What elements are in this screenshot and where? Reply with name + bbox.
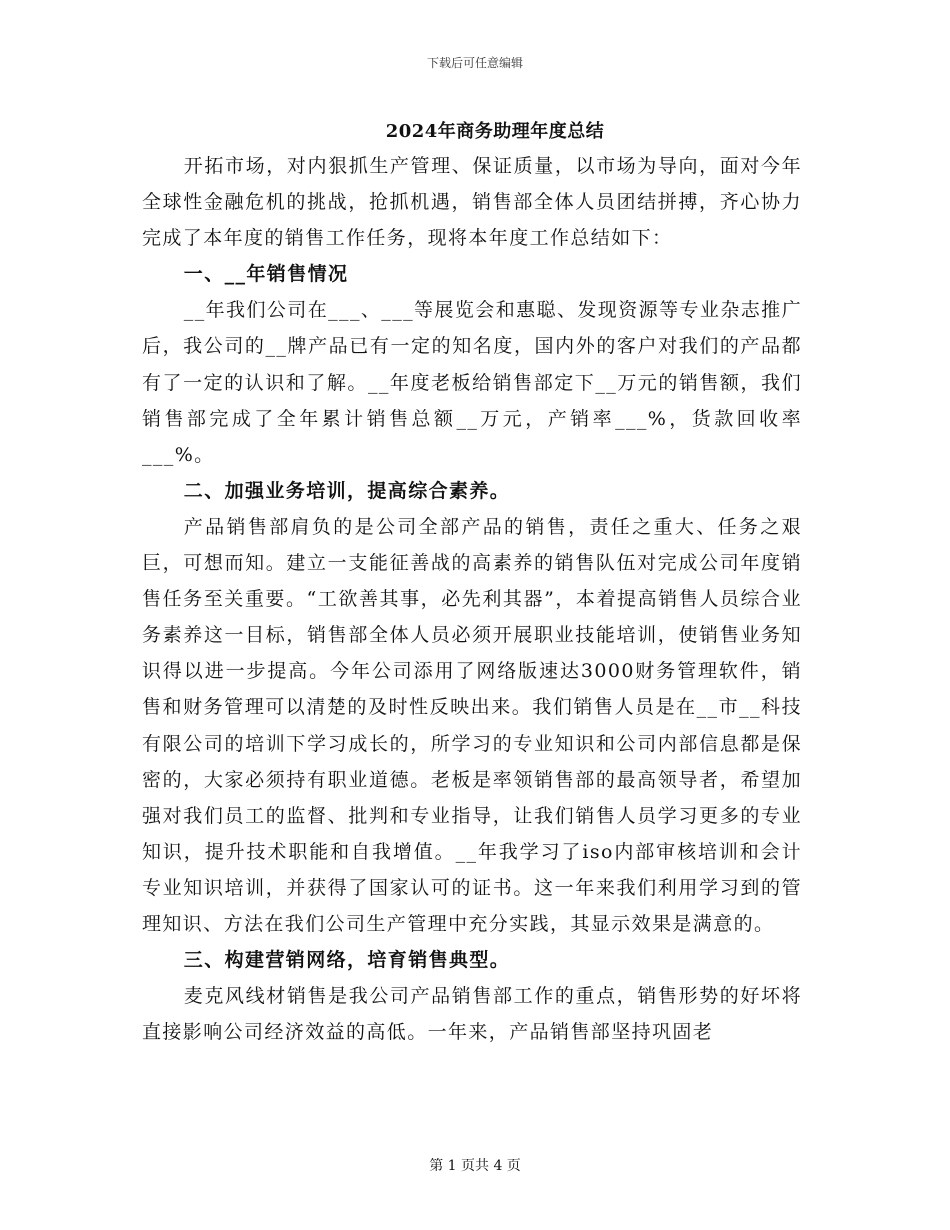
section-heading-2: 二、加强业务培训，提高综合素养。 bbox=[183, 479, 511, 502]
section-3-paragraph: 麦克风线材销售是我公司产品销售部工作的重点，销售形势的好坏将直接影响公司经济效益的高低。一年来，产品销售部坚持巩固老 bbox=[142, 985, 802, 1044]
section-2-paragraph: 产品销售部肩负的是公司全部产品的销售，责任之重大、任务之艰巨，可想而知。建立一支能征善战的高素养的销售队伍对完成公司年度销售任务至关重要。“工欲善其事，必先利其器”，本着提高销售人员综合业务素养这一目标，销售部全体人员必须开展职业技能培训，使销售业务知识得以进一步提高。今年公司添用了网络版速达3000财务管理软件，销售和财务管理可以清楚的及时性反映出来。我们销售人员是在__市__科技有限公司的培训下学习成长的，所学习的专业知识和公司内部信息都是保密的，大家必须持有职业道德。老板是率领销售部的最高领导者，希望加强对我们员工的监督、批判和专业指导，让我们销售人员学习更多的专业知识，提升技术职能和自我增值。__年我学习了iso内部审核培训和会计专业知识培训，并获得了国家认可的证书。这一年来我们利用学习到的管理知识、方法在我们公司生产管理中充分实践，其显示效果是满意的。 bbox=[142, 515, 802, 935]
header-note: 下载后可任意编辑 bbox=[426, 56, 523, 70]
document-title: 2024年商务助理年度总结 bbox=[385, 121, 605, 142]
section-heading-1: 一、__年销售情况 bbox=[183, 263, 349, 286]
section-heading-3: 三、构建营销网络，培育销售典型。 bbox=[183, 949, 511, 972]
document-body bbox=[142, 148, 802, 1050]
section-1-paragraph: __年我们公司在___、___等展览会和惠聪、发现资源等专业杂志推广后，我公司的__牌产品已有一定的知名度，国内外的客户对我们的产品都有了一定的认识和了解。__年度老板给销售部定下__万元的销售额，我们销售部完成了全年累计销售总额__万元，产销率___%，货款回收率___%。 bbox=[142, 299, 802, 466]
intro-paragraph: 开拓市场，对内狠抓生产管理、保证质量，以市场为导向，面对今年全球性金融危机的挑战，抢抓机遇，销售部全体人员团结拼搏，齐心协力完成了本年度的销售工作任务，现将本年度工作总结如下： bbox=[142, 155, 802, 250]
page-number: 第 1 页共 4 页 bbox=[429, 1158, 521, 1174]
